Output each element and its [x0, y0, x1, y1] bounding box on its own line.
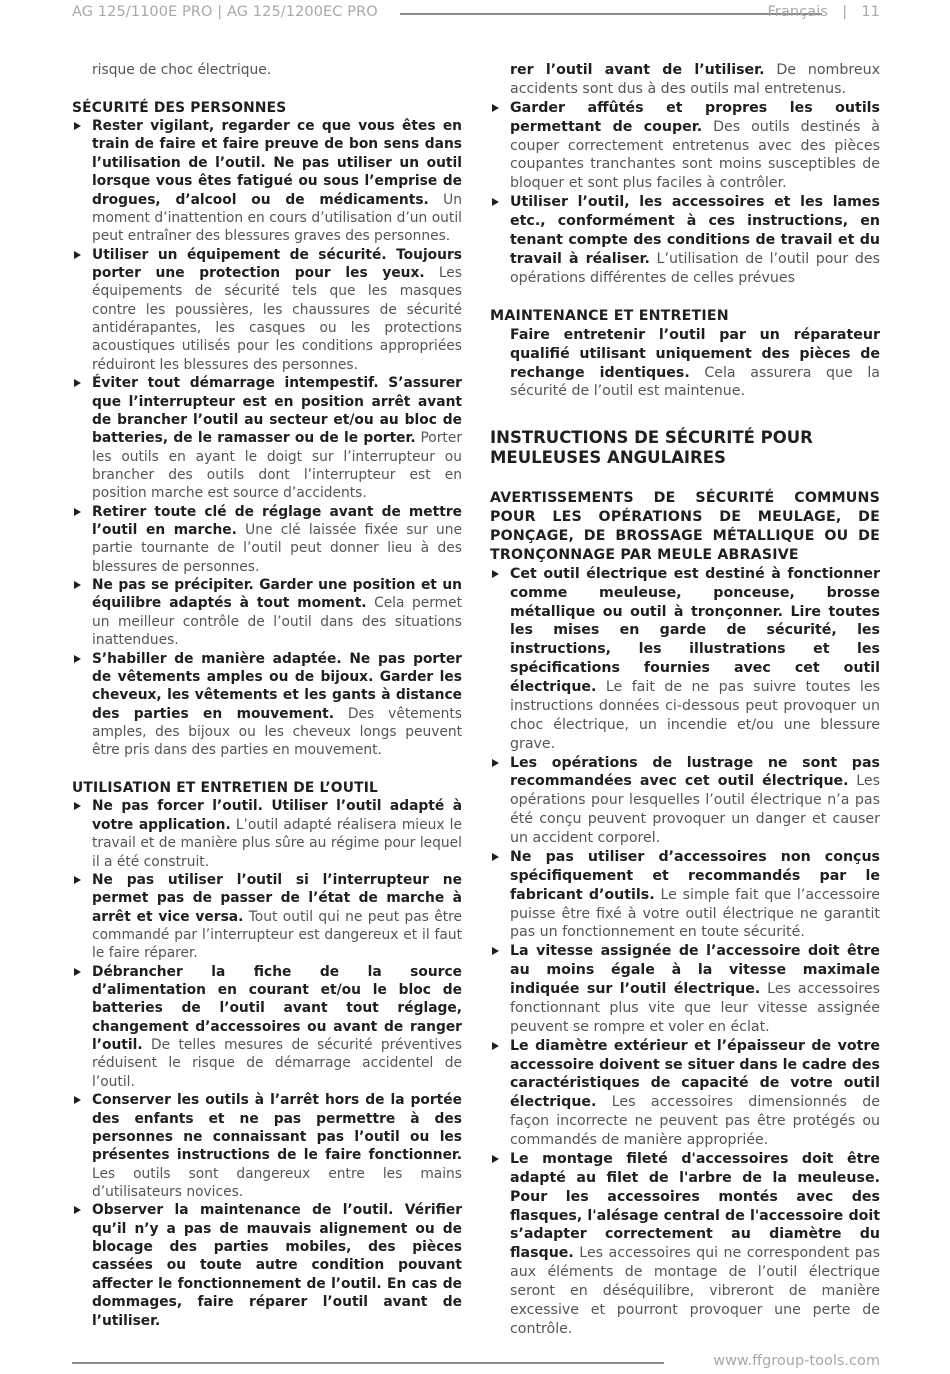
maintenance-heading: MAINTENANCE ET ENTRETIEN — [490, 307, 729, 324]
list-item: Cet outil électrique est destiné à fonctionner comme meuleuse, ponceuse, brosse métallique ou outil à tronçonner. Lire toutes les mises en garde de sécurité, les instructions, les illustrations et les spécifications fournies avec cet outil électrique. Le fait de ne pas suivre toutes les instructions données ci-dessous peut provoquer un choc électrique, un incendie et/ou une blessure grave. — [490, 565, 880, 754]
list-item: Garder affûtés et propres les outils permettant de couper. Des outils destinés à couper correctement entretenus avec des pièces coupantes tranchantes sont moins susceptibles de bloquer et sont plus faciles à contrôler. — [490, 99, 880, 193]
footer-rule — [72, 1362, 664, 1364]
list-item: Ne pas se précipiter. Garder une position et un équilibre adaptés à tout moment. Cela permet un meilleur contrôle de l’outil dans des situations inattendues. — [72, 576, 462, 649]
intro-text: risque de choc électrique. — [92, 62, 272, 78]
bullet-arrow-icon — [74, 379, 81, 387]
model-title: AG 125/1100E PRO | AG 125/1200EC PRO — [72, 4, 378, 20]
common-warnings-heading: AVERTISSEMENTS DE SÉCURITÉ COMMUNS POUR LES OPÉRATIONS DE MEULAGE, DE PONÇAGE, DE BROSSAGE MÉTALLIQUE OU DE TRONÇONNAGE PAR MEULE ABRASIVE — [490, 490, 880, 563]
bullet-arrow-icon — [74, 251, 81, 259]
page-number: 11 — [861, 4, 880, 20]
list-item: Retirer toute clé de réglage avant de mettre l’outil en marche. Une clé laissée fixée sur une partie tournante de l’outil peut donner lieu à des blessures de personnes. — [72, 503, 462, 576]
list-item: Le montage fileté d'accessoires doit être adapté au filet de l'arbre de la meuleuse. Pour les accessoires montés avec des flasques, l'alésage central de l'accessoire doit s’adapter correctement au diamètre du flasque. Les accessoires qui ne correspondent pas aux éléments de montage de l’outil électrique seront en déséquilibre, vibreront de manière excessive et pourront provoquer une perte de contrôle. — [490, 1150, 880, 1339]
list-item: Ne pas utiliser l’outil si l’interrupteur ne permet pas de passer de l’état de marche à arrêt et vice versa. Tout outil qui ne peut pas être commandé par l’interrupteur est dangereux et il faut le faire réparer. — [72, 871, 462, 963]
maintenance-text: Faire entretenir l’outil par un réparateur qualifié utilisant uniquement des pièces de rechange identiques. Cela assurera que la sécurité de l’outil est maintenue. — [510, 326, 880, 400]
list-item: Éviter tout démarrage intempestif. S’assurer que l’interrupteur est en position arrêt avant de brancher l’outil au secteur et/ou au bloc de batteries, de le ramasser ou de le porter. Porter les outils en ayant le doigt sur l’interrupteur ou brancher des outils dont l’interrupteur est en position marche est source d’accidents. — [72, 374, 462, 503]
bullet-arrow-icon — [492, 853, 499, 861]
header-rule — [400, 13, 822, 15]
bullet-arrow-icon — [74, 122, 81, 130]
bullet-arrow-icon — [74, 802, 81, 810]
language-label: Français — [767, 4, 829, 20]
left-column — [72, 61, 462, 1330]
list-item: Les opérations de lustrage ne sont pas recommandées avec cet outil électrique. Les opérations pour lesquelles l’outil électrique n’a pas été conçu peuvent provoquer un danger et causer un accident corporel. — [490, 754, 880, 848]
bullet-arrow-icon — [492, 1042, 499, 1050]
header-separator: | — [842, 4, 848, 20]
list-item: Rester vigilant, regarder ce que vous êtes en train de faire et faire preuve de bon sens dans l’utilisation de l’outil. Ne pas utiliser un outil lorsque vous êtes fatigué ou sous l’emprise de drogues, d’alcool ou de médicaments. Un moment d’inattention en cours d’utilisation d’un outil peut entraîner des blessures graves des personnes. — [72, 117, 462, 246]
bullet-arrow-icon — [492, 759, 499, 767]
list-item: Conserver les outils à l’arrêt hors de la portée des enfants et ne pas permettre à des personnes ne connaissant pas l’outil ou les présentes instructions de le faire fonctionner. Les outils sont dangereux entre les mains d’utilisateurs novices. — [72, 1091, 462, 1201]
list-item: Le diamètre extérieur et l’épaisseur de votre accessoire doivent se situer dans le cadre des caractéristiques de capacité de votre outil électrique. Les accessoires dimensionnés de façon incorrecte ne peuvent pas être protégés ou commandés de manière appropriée. — [490, 1037, 880, 1150]
grinder-safety-heading: INSTRUCTIONS DE SÉCURITÉ POUR MEULEUSES ANGULAIRES — [490, 428, 813, 468]
website-url: www.ffgroup-tools.com — [713, 1353, 880, 1369]
bullet-arrow-icon — [492, 947, 499, 955]
list-item: Débrancher la fiche de la source d’alimentation en courant et/ou le bloc de batteries de l’outil avant tout réglage, changement d’accessoires ou avant de ranger l’outil. De telles mesures de sécurité préventives réduisent le risque de démarrage accidentel de l’outil. — [72, 963, 462, 1092]
personal-safety-heading: SÉCURITÉ DES PERSONNES — [72, 99, 287, 116]
list-item: Observer la maintenance de l’outil. Vérifier qu’il n’y a pas de mauvais alignement ou de blocage des parties mobiles, des pièces cassées ou toute autre condition pouvant affecter le fonctionnement de l’outil. En cas de dommages, faire réparer l’outil avant de l’utiliser. — [72, 1201, 462, 1330]
bullet-arrow-icon — [492, 198, 499, 206]
list-item: La vitesse assignée de l’accessoire doit être au moins égale à la vitesse maximale indiquée sur l’outil électrique. Les accessoires fonctionnant plus vite que leur vitesse assignée peuvent se rompre et voler en éclat. — [490, 942, 880, 1036]
bullet-arrow-icon — [74, 876, 81, 884]
header-right — [767, 4, 880, 20]
bullet-arrow-icon — [74, 1206, 81, 1214]
continued-text: rer l’outil avant de l’utiliser. De nombreux accidents sont dus à des outils mal entretenus. — [510, 62, 880, 97]
bullet-arrow-icon — [74, 508, 81, 516]
bullet-arrow-icon — [74, 581, 81, 589]
list-item: Ne pas forcer l’outil. Utiliser l’outil adapté à votre application. L’outil adapté réalisera mieux le travail et de manière plus sûre au régime pour lequel il a été construit. — [72, 797, 462, 870]
list-item: Utiliser l’outil, les accessoires et les lames etc., conformément à ces instructions, en tenant compte des conditions de travail et du travail à réaliser. L’utilisation de l’outil pour des opérations différentes de celles prévues — [490, 193, 880, 287]
bullet-arrow-icon — [74, 1096, 81, 1104]
bullet-arrow-icon — [492, 1155, 499, 1163]
bullet-arrow-icon — [74, 655, 81, 663]
bullet-arrow-icon — [492, 570, 499, 578]
list-item: Utiliser un équipement de sécurité. Toujours porter une protection pour les yeux. Les équipements de sécurité tels que les masques contre les poussières, les chaussures de sécurité antidérapantes, les casques ou les protections acoustiques utilisés pour les conditions appropriées réduiront les blessures des personnes. — [72, 246, 462, 375]
bullet-arrow-icon — [74, 968, 81, 976]
page-header — [72, 4, 880, 24]
tool-use-heading: UTILISATION ET ENTRETIEN DE L’OUTIL — [72, 780, 379, 797]
right-column — [490, 61, 880, 1339]
bullet-arrow-icon — [492, 104, 499, 112]
list-item: S’habiller de manière adaptée. Ne pas porter de vêtements amples ou de bijoux. Garder les cheveux, les vêtements et les gants à distance des parties en mouvement. Des vêtements amples, des bijoux ou les cheveux longs peuvent être pris dans des parties en mouvement. — [72, 650, 462, 760]
list-item: Ne pas utiliser d’accessoires non conçus spécifiquement et recommandés par le fabricant d’outils. Le simple fait que l’accessoire puisse être fixé à votre outil électrique ne garantit pas un fonctionnement en toute sécurité. — [490, 848, 880, 942]
